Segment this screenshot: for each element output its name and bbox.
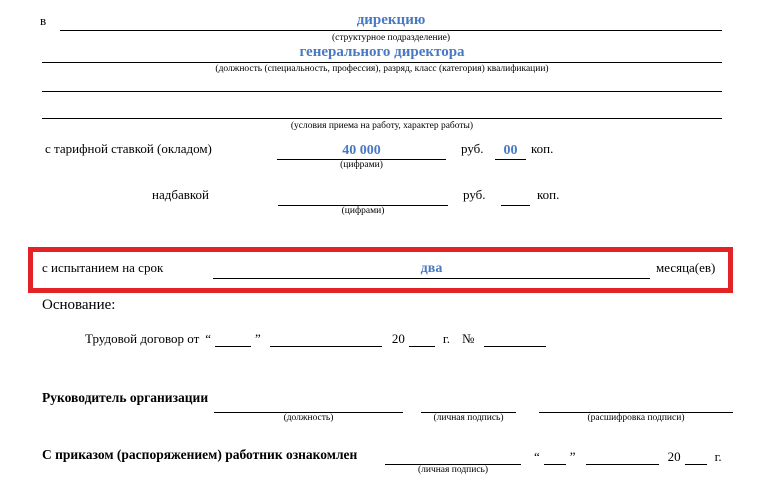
contract-year-suffix: г.	[442, 331, 450, 346]
department-caption: (структурное подразделение)	[331, 33, 451, 43]
head-position-sign-field[interactable]	[214, 398, 403, 424]
acquainted-sign-field[interactable]	[385, 449, 521, 476]
head-of-org-label: Руководитель организации	[42, 390, 209, 405]
conditions-caption: (условия приема на работу, характер работы)	[290, 121, 474, 131]
kop-label: коп.	[531, 141, 554, 156]
salary-label: с тарифной ставкой (окладом)	[45, 141, 212, 156]
allowance-digits-caption: (цифрами)	[341, 206, 385, 216]
position-continuation-line[interactable]	[42, 91, 722, 92]
acquainted-month-field[interactable]	[586, 448, 659, 465]
salary-amount-field[interactable]	[277, 141, 446, 171]
probation-label: с испытанием на срок	[42, 260, 164, 275]
acquainted-sign-caption: (личная подпись)	[417, 465, 489, 475]
salary-digits-caption: (цифрами)	[340, 160, 383, 170]
contract-close-quote: ”	[255, 331, 261, 346]
contract-text: Трудовой договор от	[85, 331, 200, 346]
allowance-kop-label: коп.	[537, 187, 560, 202]
contract-day-field[interactable]	[215, 330, 251, 347]
probation-value[interactable]: два	[420, 261, 443, 276]
contract-row	[85, 330, 546, 347]
probation-suffix-label: месяца(ев)	[656, 260, 716, 275]
allowance-label: надбавкой	[152, 187, 209, 202]
position-caption: (должность (специальность, профессия), разряд, класс (категория) квалификации)	[215, 64, 549, 74]
head-personal-sign-field[interactable]	[421, 398, 516, 424]
position-value[interactable]: генерального директора	[299, 44, 465, 60]
contract-open-quote: “	[205, 331, 212, 346]
contract-number-field[interactable]	[484, 330, 546, 347]
acquainted-year-field[interactable]	[685, 448, 707, 465]
department-value[interactable]: дирекцию	[356, 12, 426, 28]
head-sign-decrypt-caption: (расшифровка подписи)	[587, 413, 685, 423]
contract-century: 20	[391, 331, 405, 346]
position-field[interactable]	[42, 43, 722, 63]
allowance-kopecks-field[interactable]	[501, 187, 530, 206]
allowance-amount-field[interactable]	[278, 187, 448, 217]
head-personal-sign-caption: (личная подпись)	[433, 413, 504, 423]
acquainted-open-quote: “	[534, 449, 540, 464]
salary-kopecks-value[interactable]: 00	[503, 143, 518, 158]
acquainted-date-row	[534, 448, 722, 465]
salary-amount-value[interactable]: 40 000	[342, 143, 381, 158]
acquainted-label: С приказом (распоряжением) работник ознакомлен	[42, 447, 358, 462]
department-field[interactable]	[60, 11, 722, 31]
contract-month-field[interactable]	[270, 330, 382, 347]
salary-kopecks-field[interactable]	[495, 141, 526, 160]
contract-year-field[interactable]	[409, 330, 435, 347]
acquainted-year-suffix: г.	[714, 449, 722, 464]
basis-label: Основание:	[42, 297, 116, 313]
head-position-caption: (должность)	[283, 413, 334, 423]
acquainted-close-quote: ”	[569, 449, 576, 464]
contract-number-sign: №	[461, 331, 475, 346]
acquainted-day-field[interactable]	[544, 448, 566, 465]
preposition-label: в	[40, 13, 47, 28]
allowance-rub-label: руб.	[463, 187, 486, 202]
rub-label: руб.	[461, 141, 484, 156]
head-sign-decrypt-field[interactable]	[539, 398, 733, 424]
conditions-line[interactable]	[42, 118, 722, 119]
acquainted-century: 20	[667, 449, 681, 464]
probation-field[interactable]	[213, 259, 650, 279]
